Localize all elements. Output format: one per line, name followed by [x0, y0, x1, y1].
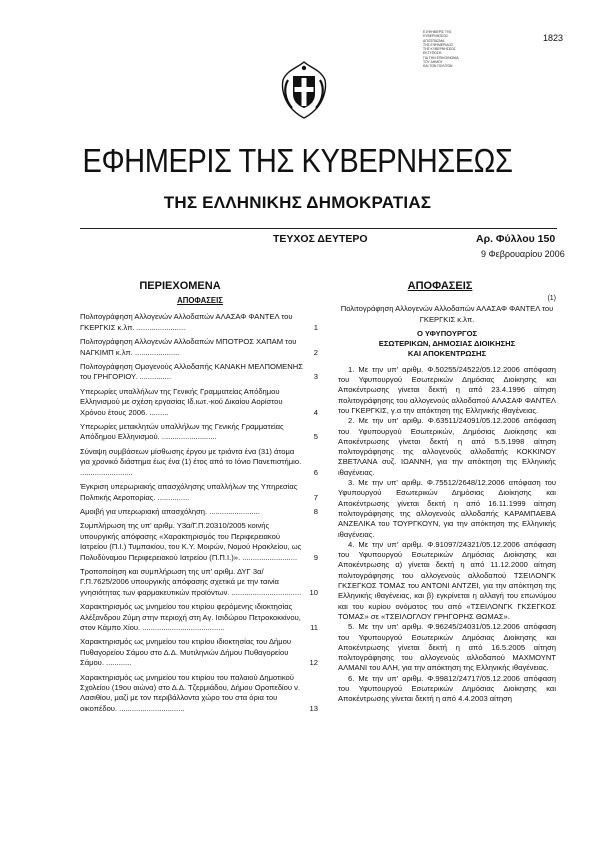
toc-item-text: Αμοιβή για υπερωριακή απασχόληση. ........................: [80, 506, 260, 516]
decision-paragraph: 1. Με την υπ' αριθμ. Φ.50255/24522/05.12.2006 απόφαση του Υφυπουργού Εσωτερικών Δημόσιας Διοίκησης και Αποκέντρωσης γίνεται δεκτή η από 23.4.1996 αίτηση πολιτογράφησης του αλλογενούς αλλοδαπού ΑΛΑΣΑΦ ΦΑΝΤΕΛ του ΓΚΕΡΓΚΙΣ, γ.α την απόκτηση της Ελληνικής ιθαγένειας.: [338, 364, 556, 415]
contents-section-heading: ΑΠΟΦΑΣΕΙΣ: [177, 296, 223, 305]
toc-item[interactable]: [80, 567, 320, 598]
toc-item-text: Χαρακτηρισμός ως μνημείου του κτιρίου του παλαιού Δημοτικού Σχολείου (19ου αιώνα) στο Δ.Δ. Τζερμιάδου, Δήμου Οροπεδίου ν. Λασιθίου, μαζί με τον περιβάλλοντα χώρο του στα όρια του οικοπέδου. ...............................: [80, 672, 301, 713]
decision-paragraph: 3. Με την υπ' αριθμ. Φ.75512/2648/12.2006 απόφαση του Υφυπουργού Εσωτερικών Δημόσιας Διοίκησης και Αποκέντρωσης γίνεται δεκτή η από 16.11.1999 αίτηση πολιτογράφησης της αλλογενούς αλλοδαπής ΚΑΡΑΜΠΑΕΒΑ ΑΝΖΕΛΙΚΑ του ΤΟΥΡΓΚΟΥΝ, για την απόκτηση της Ελληνικής ιθαγένειας.: [338, 478, 556, 539]
top-rule: [80, 228, 557, 229]
toc-item[interactable]: [80, 337, 320, 358]
toc-item[interactable]: [80, 521, 320, 563]
toc-item-text: Χαρακτηρισμός ως μνημείου του κτιρίου φερόμενης ιδιοκτησίας Αλέξανδρου Ζύμη στην περιοχή στη Αγ. Ισιδώρου Πετροκοκκίνου, στον Κάμπο Χίου. .......................................: [80, 602, 301, 632]
toc-item-number: 8: [313, 506, 318, 516]
decision-paragraph: 4. Με την υπ' αριθμ. Φ.91097/24321/05.12.2006 απόφαση του Υφυπουργού Εσωτερικών Δημόσιας Διοίκησης και Αποκέντρωσης α) γίνεται δεκτή η από 11.12.2000 αίτηση πολιτογράφησης του αλλογενούς αλλοδαπού ΤΣΕΙΛΟΝΓΚ ΓΚΣΕΓΚΟΣ ΤΟΜΑΣ του ΑΝΤΟΝΙ ΑΝΤΖΕΙ, για την απόκτηση της Ελληνικής ιθαγένειας, και β) εγκρίνεται η αλλαγή του επωνύμου και του κυρίου ονόματος του από «ΤΣΕΙΛΟΝΓΚ ΓΚΣΕΓΚΟΣ ΤΟΜΑΣ» σε «ΤΣΕΙΛΟΓΛΟΥ ΓΡΗΓΟΡΗΣ ΘΩΜΑΣ».: [338, 539, 556, 621]
toc-item-text: Χαρακτηρισμός ως μνημείου του κτιρίου ιδιοκτησίας του Δήμου Πυθαγορείου Σάμου στο Δ.Δ. Μυτιληνιών Δήμου Πυθαγορείου Σάμου. ............: [80, 637, 292, 668]
greek-coat-of-arms-icon: [279, 58, 329, 120]
toc-item[interactable]: [80, 482, 320, 503]
toc-item-number: 11: [310, 622, 318, 632]
toc-item[interactable]: [80, 422, 320, 443]
toc-item-text: Σύναψη συμβάσεων μίσθωσης έργου με τριάντα ένα (31) άτομα για χρονικό διάστημα έως ένα (1) έτος από το Ιόνιο Πανεπιστήμιο. .........................: [80, 446, 302, 477]
toc-item-number: 10: [309, 587, 318, 597]
toc-item[interactable]: [80, 387, 320, 418]
toc-item-number: 2: [313, 347, 318, 357]
decisions-heading: ΑΠΟΦΑΣΕΙΣ: [407, 280, 473, 292]
toc-item-text: Έγκριση υπερωριακής απασχόλησης υπαλλήλων της Υπηρεσίας Πολιτικής Αεροπορίας. ...............: [80, 482, 298, 502]
gazette-title: ΕΦΗΜΕΡΙΣ ΤΗΣ ΚΥΒΕΡΝΗΣΕΩΣ: [82, 142, 513, 179]
toc-item-number: 13: [309, 703, 318, 713]
decision-paragraph: 6. Με την υπ' αριθμ. Φ.99812/24717/05.12.2006 απόφαση του Υφυπουργού Εσωτερικών Δημόσιας Διοίκησης και Αποκέντρωσης γίνεται δεκτή η από 4.4.2003 αίτηση: [338, 673, 556, 704]
publisher-stamp: Ε.ΕΦΗΜΕΡΙΣ ΤΗΣ ΚΥΒΕΡΝΗΣΕΩΣ ΑΠΟΣΠΑΣΜΑ ΤΗΣ ΕΦΗΜΕΡΙΔΟΣ ΤΗΣ ΚΥΒΕΡΝΗΣΕΩΣ ΕΚΤΥΠΩΣΗ ΓΙΑ ΤΗΝ ΕΠΙΚΟΙΝΩΝΙΑ ΤΟΥ ΔΗΜΟΥ ΚΑΙ ΤΩΝ ΠΟΛΙΤΩΝ: [423, 30, 459, 69]
toc-item-number: 9: [313, 552, 318, 562]
toc-item-text: Πολιτογράφηση Αλλογενών Αλλοδαπών ΜΠΟΤΡΟΣ ΧΑΠΑΜ του ΝΑΓΚΙΜΠ κ.λπ. .....................: [80, 337, 297, 357]
decision-reference: (1): [547, 295, 556, 302]
toc-item-number: 12: [309, 658, 318, 668]
toc-item[interactable]: [80, 312, 320, 333]
toc-item-text: Υπερωρίες μετακλητών υπαλλήλων της Γενικής Γραμματείας Απόδημου Ελληνισμού. ..........................: [80, 422, 284, 442]
toc-item-number: 3: [313, 372, 318, 382]
page-number: 1823: [543, 33, 564, 43]
decision-paragraph: 2. Με την υπ' αριθμ. Φ.63511/24091/05.12.2006 απόφαση του Υφυπουργού Εσωτερικών, Δημόσιας Διοίκησης και Αποκέντρωσης γίνεται δεκτή η από 5.5.1998 αίτηση πολιτογράφησης της αλλογενούς αλλοδαπής ΚΟΚΚΙΝΟΥ ΣΒΕΤΛΑΝΑ συζ. ΙΩΑΝΝΗ, για την απόκτηση της Ελληνικής ιθαγένειας.: [338, 416, 556, 477]
issue-date: 9 Φεβρουαρίου 2006: [481, 249, 565, 259]
decision-subject: Πολιτογράφηση Αλλογενών Αλλοδαπών ΑΛΑΣΑΦ ΦΑΝΤΕΛ του ΓΚΕΡΓΚΙΣ κ.λπ.: [340, 304, 554, 324]
toc-item-text: Πολιτογράφηση Ομογενούς Αλλοδαπής ΚΑΝΑΚΗ ΜΕΛΠΟΜΕΝΗΣ του ΓΡΗΓΟΡΙΟΥ. ...............: [80, 362, 303, 382]
toc-item[interactable]: [80, 602, 320, 633]
minister-heading: Ο ΥΦΥΠΟΥΡΓΟΣ ΕΣΩΤΕΡΙΚΩΝ, ΔΗΜΟΣΙΑΣ ΔΙΟΙΚΗΣΗΣ ΚΑΙ ΑΠΟΚΕΝΤΡΩΣΗΣ: [378, 328, 516, 359]
toc-item-text: Πολιτογράφηση Αλλογενών Αλλοδαπών ΑΛΑΣΑΦ ΦΑΝΤΕΛ του ΓΚΕΡΓΚΙΣ κ.λπ. .......................: [80, 312, 293, 332]
toc-item-number: 6: [313, 467, 318, 477]
toc-item[interactable]: [80, 362, 320, 383]
toc-item-text: Συμπλήρωση της υπ' αριθμ. Υ3α/Γ.Π.20310/2005 κοινής υπουργικής απόφασης «Χαρακτηρισμός του Περιφερειακού Ιατρείου (Π.Ι.) Τυμπακίου, του Κ.Υ. Μοιρών, Νομού Ηρακλείου, ως Πολυδύναμου Περιφερειακού Ιατρείου (Π.Π.Ι.)». ..........................: [80, 521, 302, 562]
sheet-number: Αρ. Φύλλου 150: [476, 233, 556, 245]
toc-item[interactable]: [80, 507, 320, 517]
decisions-column: [338, 294, 556, 705]
toc-item-text: Υπερωρίες υπαλλήλων της Γενικής Γραμματείας Απόδημου Ελληνισμού με σχέση εργασίας Ιδ.ιωτ.-κού Δικαίου Αορίστου Χρόνου έτους 2006. .........: [80, 386, 283, 417]
gazette-subtitle: ΤΗΣ ΕΛΛΗΝΙΚΗΣ ΔΗΜΟΚΡΑΤΙΑΣ: [163, 193, 432, 212]
toc-item-text: Τροποποίηση και συμπλήρωση της υπ' αριθμ. ΔΥΓ 3α/Γ.Π.7625/2006 υπουργικής απόφασης σχετικά με την ταινία γνησιότητας των φαρμακευτικών προϊόντων. .................................: [80, 566, 302, 597]
issue-label: ΤΕΥΧΟΣ ΔΕΥΤΕΡΟ: [273, 233, 368, 245]
toc-item[interactable]: [80, 447, 320, 478]
table-of-contents: [80, 294, 320, 718]
toc-item-number: 5: [313, 432, 318, 442]
toc-item[interactable]: [80, 673, 320, 715]
toc-item-number: 4: [313, 407, 318, 417]
contents-heading: ΠΕΡΙΕΧΟΜΕΝΑ: [139, 280, 221, 292]
toc-item[interactable]: [80, 637, 320, 668]
decision-paragraph: 5. Με την υπ' αριθμ. Φ.96245/24031/05.12.2006 απόφαση του Υφυπουργού Εσωτερικών Δημόσιας Διοίκησης και Αποκέντρωσης γίνεται δεκτή η από 16.5.2005 αίτηση πολιτογράφησης του αλλογενούς αλλοδαπού ΜΑΧΜΟΥΝΤ ΑΛΜΑΝΙ του ΑΛΗ, για την απόκτηση της Ελληνικής ιθαγένειας.: [338, 622, 556, 673]
toc-item-number: 7: [313, 492, 318, 502]
toc-item-number: 1: [313, 322, 318, 332]
